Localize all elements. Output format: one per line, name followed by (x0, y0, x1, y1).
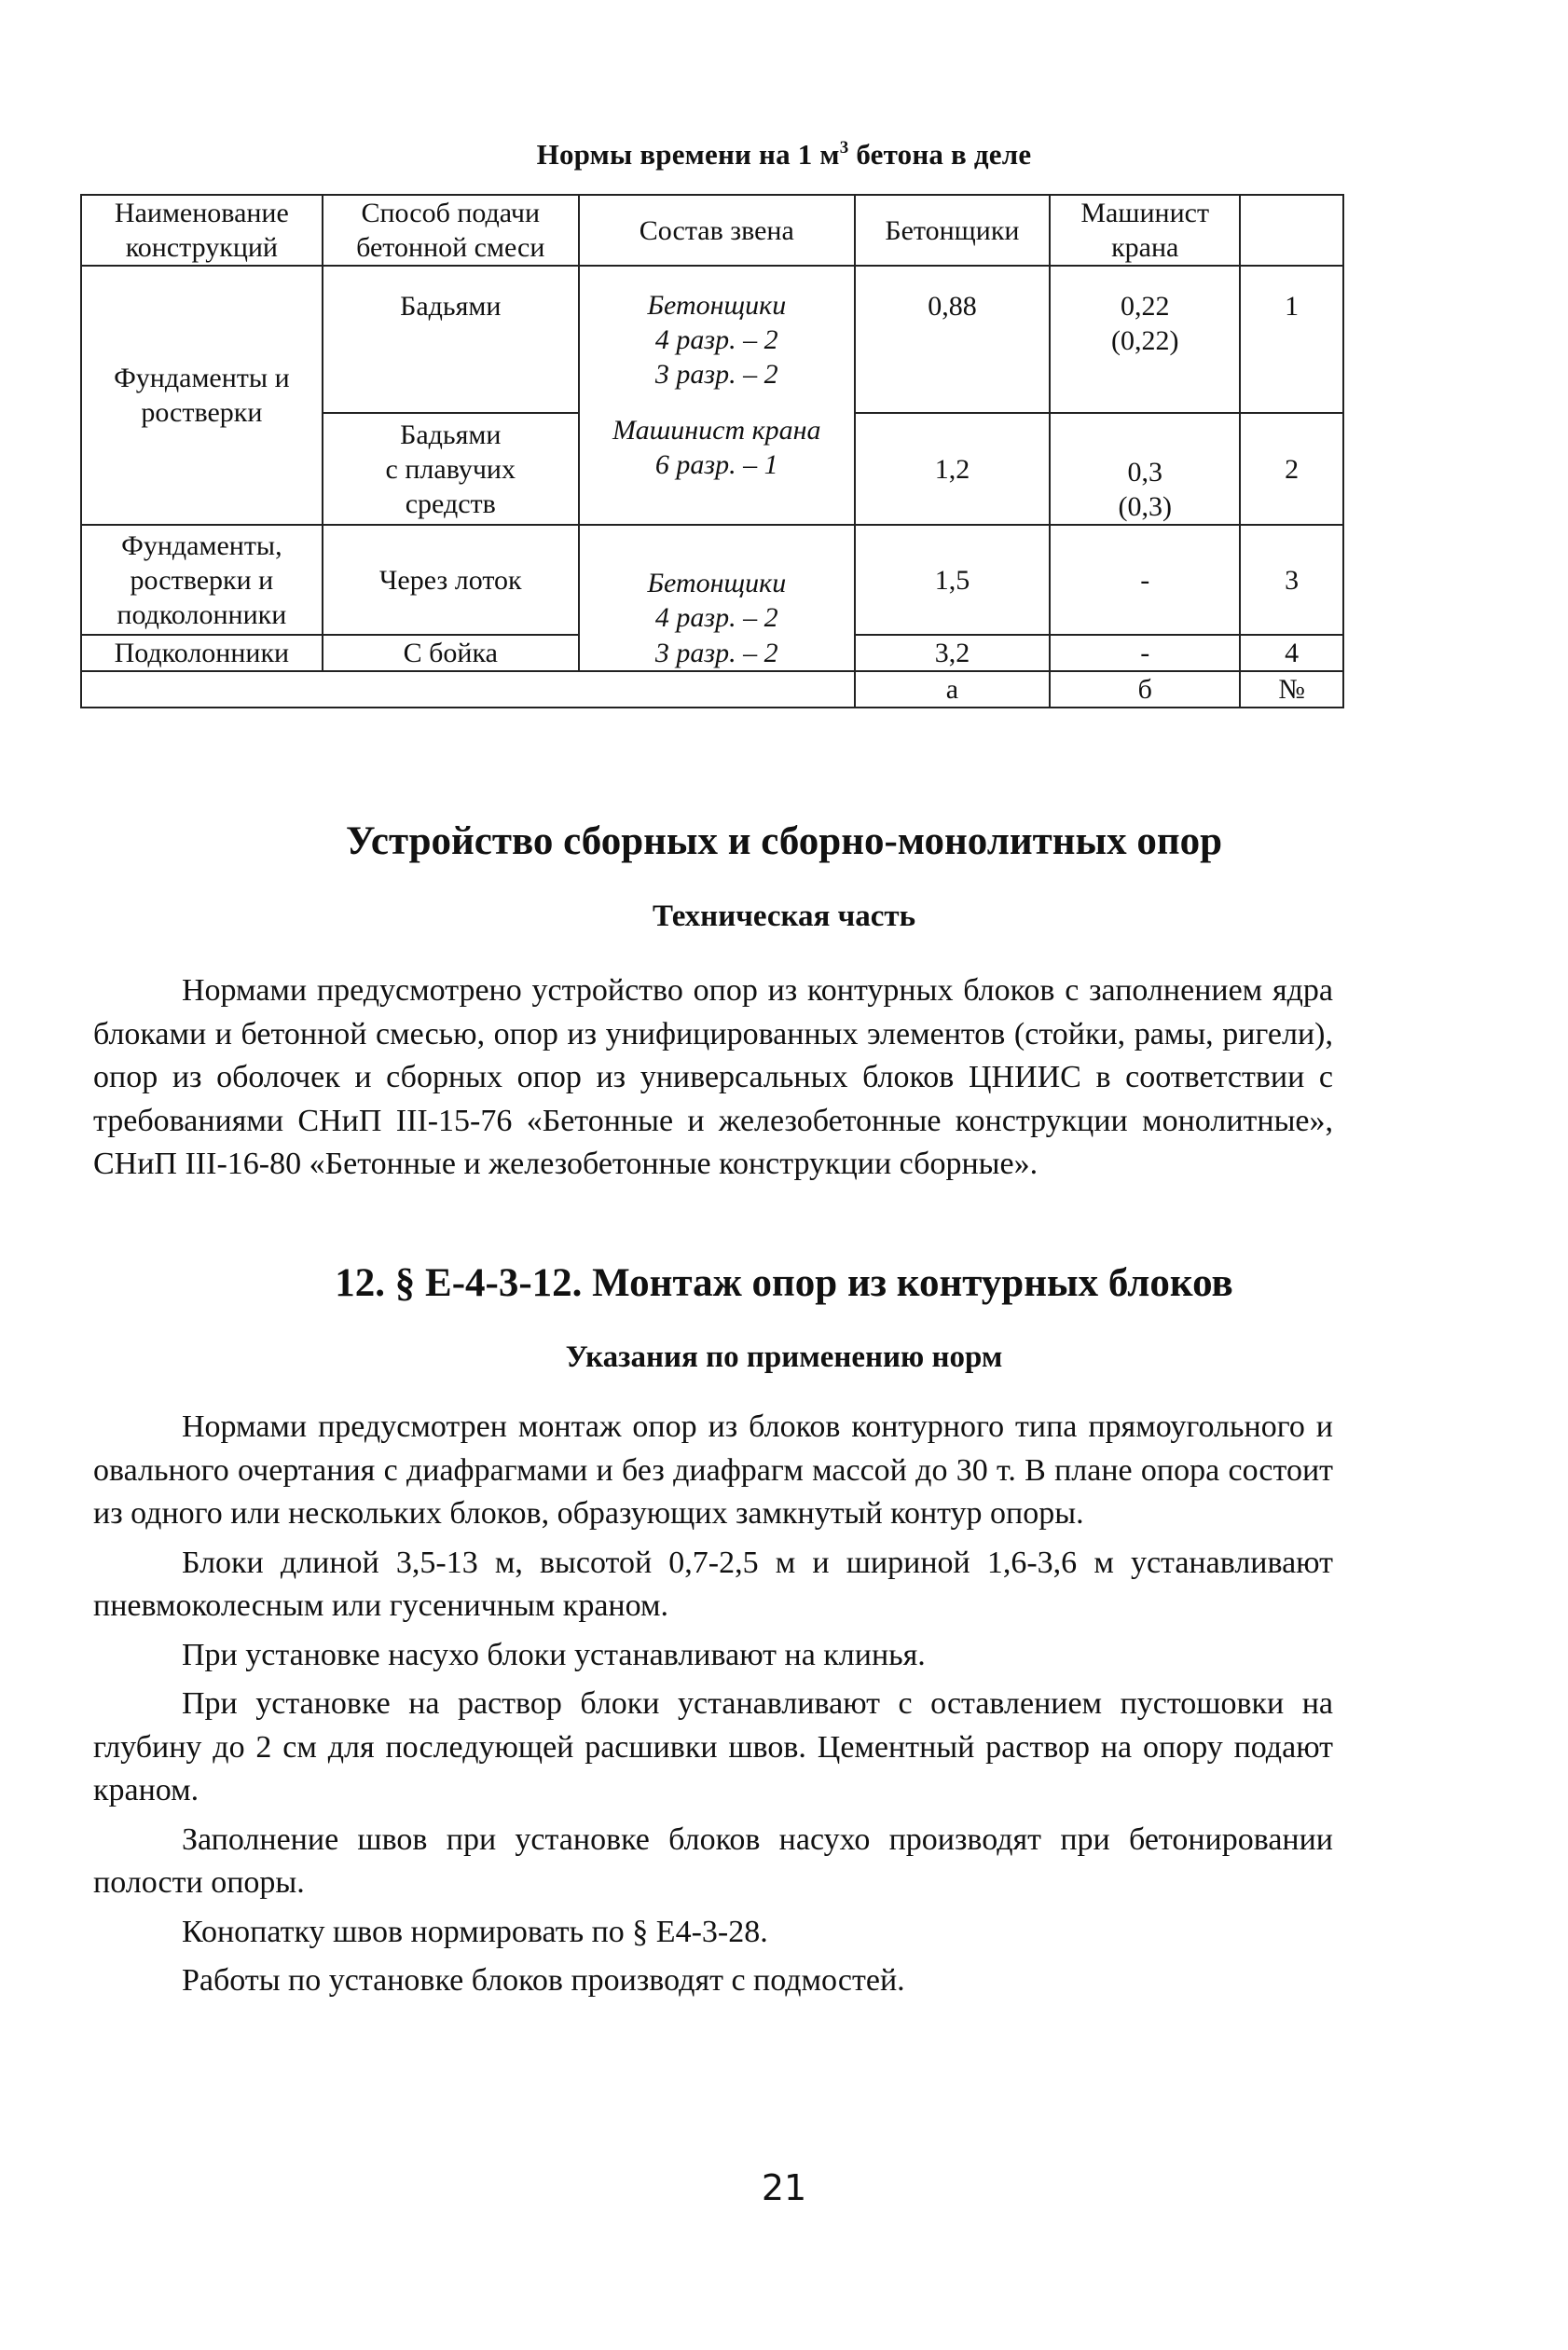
construction-line: подколонники (117, 598, 287, 630)
crane-value: 0,22 (1120, 291, 1170, 322)
method-line: с плавучих (385, 453, 516, 485)
crane-value-note: (0,3) (1118, 491, 1172, 522)
cell-number: 3 (1240, 525, 1343, 635)
instructions-heading: Указания по применению норм (565, 1340, 1003, 1374)
cell-crew: 3 разр. – 2 (579, 635, 855, 671)
cell-construction: Подколонники (81, 635, 323, 671)
caption-superscript: 3 (839, 138, 849, 158)
cell-crane: - (1050, 525, 1240, 635)
caption-text-suffix: бетона в деле (848, 138, 1032, 171)
crew-line: 3 разр. – 2 (654, 359, 778, 390)
page-number: 21 (761, 2167, 807, 2208)
crew-line: 6 разр. – 1 (654, 449, 778, 480)
paragraph: Конопатку швов нормировать по § Е4-3-28. (182, 1914, 768, 1949)
technical-part-text (93, 969, 1333, 1187)
header-construction: Наименование конструкций (81, 195, 323, 266)
cell-concreters: 1,2 (855, 413, 1050, 525)
cell-method: С бойка (323, 635, 579, 671)
cell-construction: Фундаменты и ростверки (81, 266, 323, 525)
cell-method: Бадьями (323, 266, 579, 413)
cell-number: 4 (1240, 635, 1343, 671)
footer-col-b: б (1050, 671, 1240, 708)
cell-crew (579, 525, 855, 635)
section-title: Устройство сборных и сборно-монолитных опор (345, 819, 1223, 863)
header-concreters: Бетонщики (855, 195, 1050, 266)
instructions-text (93, 1406, 1333, 2009)
header-crane-operator: Машинист крана (1050, 195, 1240, 266)
header-blank (1240, 195, 1343, 266)
crew-line: Бетонщики (647, 290, 787, 321)
header-method: Способ подачи бетонной смеси (323, 195, 579, 266)
table-footer-row (81, 671, 1343, 708)
paragraph: Заполнение швов при установке блоков насухо производят при бетонировании полости опоры. (93, 1821, 1333, 1900)
paragraph: Нормами предусмотрено устройство опор из контурных блоков с заполнением ядра блоками и бетонной смесью, опор из унифицированных элементов (стойки, рамы, ригели), опор из оболочек и сборных опор из универсальных блоков ЦНИИС в соответствии с требованиями СНиП III-15-76 «Бетонные и железобетонные конструкции монолитные», СНиП III-16-80 «Бетонные и железобетонные конструкции сборные». (93, 973, 1333, 1181)
paragraph: При установке насухо блоки устанавливают на клинья. (182, 1637, 926, 1672)
technical-part-heading: Техническая часть (652, 900, 916, 933)
cell-method: Через лоток (323, 525, 579, 635)
footer-blank (81, 671, 855, 708)
footer-col-a: а (855, 671, 1050, 708)
table-row (81, 635, 1343, 671)
crane-value: 0,3 (1127, 457, 1162, 488)
paragraph: Нормами предусмотрен монтаж опор из блоков контурного типа прямоугольного и овального очертания с диафрагмами и без диафрагм массой до 30 т. В плане опора состоит из одного или нескольких блоков, образующих замкнутый контур опоры. (93, 1409, 1333, 1531)
paragraph: Работы по установке блоков производят с подмостей. (182, 1963, 905, 1998)
table-caption (0, 138, 1568, 172)
footer-col-no: № (1240, 671, 1343, 708)
norms-table (80, 194, 1344, 708)
construction-line: ростверки и (130, 564, 274, 596)
table-row (81, 525, 1343, 635)
cell-method (323, 413, 579, 525)
cell-crane (1050, 413, 1240, 525)
cell-crew (579, 413, 855, 525)
cell-construction (81, 525, 323, 635)
crew-line: Бетонщики (647, 568, 787, 598)
crew-line: 4 разр. – 2 (654, 602, 778, 633)
header-crew: Состав звена (579, 195, 855, 266)
cell-crane: - (1050, 635, 1240, 671)
crane-value-note: (0,22) (1110, 325, 1179, 356)
paragraph-title: 12. § Е-4-3-12. Монтаж опор из контурных блоков (335, 1261, 1233, 1305)
construction-line: Фундаменты, (121, 529, 282, 561)
table-row (81, 266, 1343, 413)
cell-number: 2 (1240, 413, 1343, 525)
cell-number: 1 (1240, 266, 1343, 413)
cell-crew (579, 266, 855, 413)
paragraph: Блоки длиной 3,5-13 м, высотой 0,7-2,5 м и шириной 1,6-3,6 м устанавливают пневмоколесным или гусеничным краном. (93, 1545, 1333, 1623)
method-line: Бадьями (400, 419, 502, 450)
table-header-row (81, 195, 1343, 266)
paragraph: При установке на раствор блоки устанавливают с оставлением пустошовки на глубину до 2 см для последующей расшивки швов. Цементный раствор на опору подают краном. (93, 1686, 1333, 1807)
cell-concreters: 3,2 (855, 635, 1050, 671)
crew-line: Машинист крана (612, 415, 821, 446)
cell-crane (1050, 266, 1240, 413)
caption-text: Нормы времени на 1 м (536, 138, 840, 171)
cell-concreters: 0,88 (855, 266, 1050, 413)
method-line: средств (405, 488, 496, 519)
crew-line: 4 разр. – 2 (654, 324, 778, 355)
cell-concreters: 1,5 (855, 525, 1050, 635)
